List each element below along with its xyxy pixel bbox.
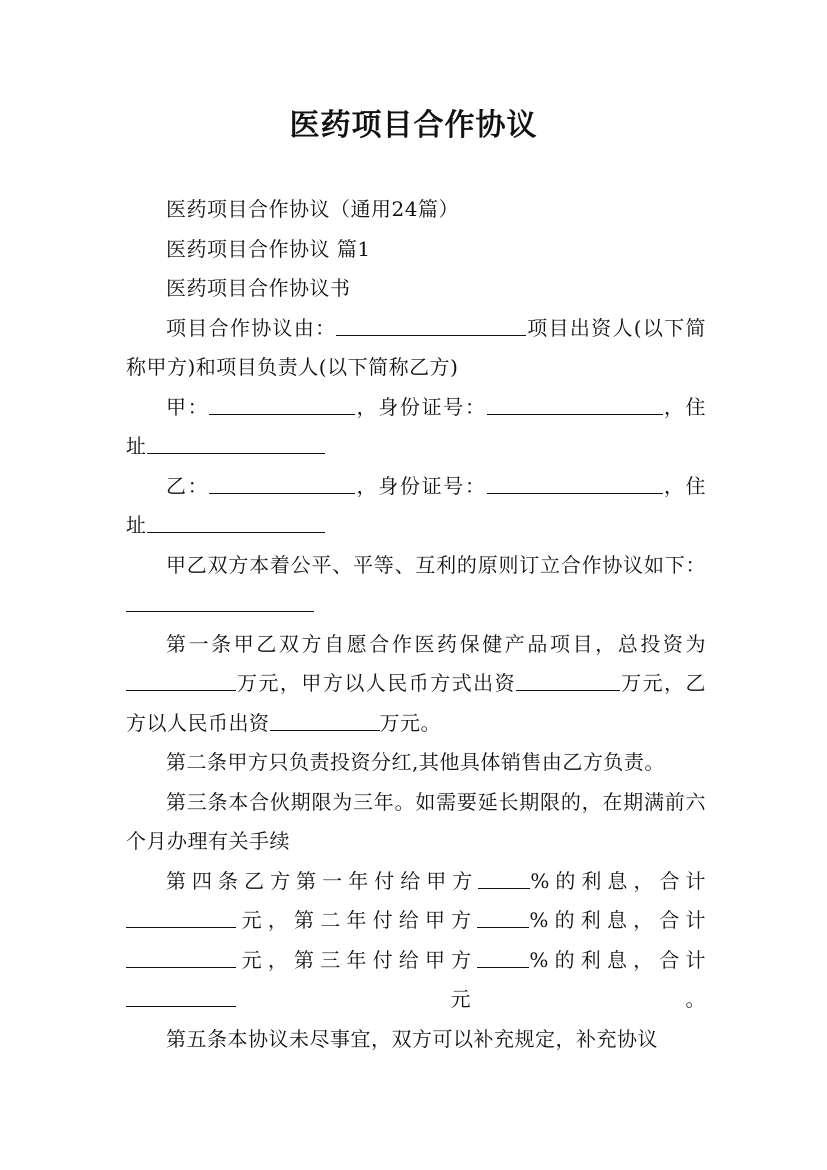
paragraph-article-4	[126, 862, 706, 1020]
text-segment: 万元，乙方以人民币出资	[126, 671, 707, 735]
text-segment: 万元，甲方以人民币方式出资	[236, 671, 517, 695]
text-segment: 元。	[236, 987, 706, 1011]
paragraph-article-3: 第三条本合伙期限为三年。如需要延长期限的，在期满前六个月办理有关手续	[126, 789, 706, 853]
text-segment: %的利息，合计	[529, 908, 706, 932]
text-segment: ，身份证号：	[355, 394, 487, 419]
fill-in-blank[interactable]	[126, 669, 236, 691]
paragraph-principles	[126, 546, 706, 625]
document-title: 医药项目合作协议	[289, 108, 538, 143]
text-segment: %的利息，合计	[529, 947, 706, 972]
paragraph-subtitle: 医药项目合作协议（通用24篇）	[166, 197, 459, 221]
paragraph-part-heading: 医药项目合作协议 篇1	[166, 236, 371, 261]
fill-in-blank[interactable]	[126, 906, 236, 928]
fill-in-blank[interactable]	[516, 669, 620, 691]
text-segment: 乙：	[166, 473, 210, 498]
fill-in-blank[interactable]	[126, 946, 236, 968]
fill-in-blank[interactable]	[478, 867, 530, 889]
text-segment: 万元。	[379, 710, 441, 735]
fill-in-blank[interactable]	[336, 314, 526, 336]
paragraph-article-5: 第五条本协议未尽事宜，双方可以补充规定，补充协议	[166, 1026, 658, 1051]
fill-in-blank[interactable]	[147, 511, 325, 533]
paragraph-agreement-name: 医药项目合作协议书	[166, 276, 351, 300]
document-body	[126, 190, 706, 1059]
paragraph-article-2: 第二条甲方只负责投资分红,其他具体销售由乙方负责。	[166, 750, 665, 774]
text-segment: 项目出资人(以下简称甲方)和项目负责人(以下简称乙方)	[126, 315, 707, 379]
paragraph-party-b	[126, 467, 706, 546]
fill-in-blank[interactable]	[487, 472, 663, 494]
fill-in-blank[interactable]	[209, 393, 355, 415]
text-segment: 第一条甲乙双方自愿合作医药保健产品项目，总投资为	[166, 631, 706, 656]
text-segment: ，身份证号：	[355, 473, 487, 498]
fill-in-blank[interactable]	[209, 472, 355, 494]
paragraph-parties-intro	[126, 309, 706, 388]
text-segment: ，住址	[126, 394, 707, 458]
text-segment: 项目合作协议由：	[166, 315, 337, 340]
paragraph-article-1	[126, 625, 706, 744]
fill-in-blank[interactable]	[487, 393, 663, 415]
paragraph-party-a	[126, 388, 706, 467]
text-segment: 元，第三年付给甲方	[236, 947, 478, 972]
text-segment: 第四条乙方第一年付给甲方	[166, 868, 479, 893]
text-segment: 甲：	[166, 394, 210, 419]
fill-in-blank[interactable]	[126, 985, 236, 1007]
fill-in-blank[interactable]	[477, 906, 529, 928]
text-segment: %的利息，合计	[530, 868, 706, 893]
fill-in-blank[interactable]	[477, 946, 529, 968]
text-segment: 元，第二年付给甲方	[236, 908, 478, 932]
text-segment: ，住址	[126, 473, 707, 537]
fill-in-blank[interactable]	[147, 432, 325, 454]
fill-in-blank[interactable]	[270, 709, 380, 731]
text-segment: 甲乙双方本着公平、平等、互利的原则订立合作协议如下：	[166, 552, 706, 577]
fill-in-blank[interactable]	[126, 590, 314, 612]
